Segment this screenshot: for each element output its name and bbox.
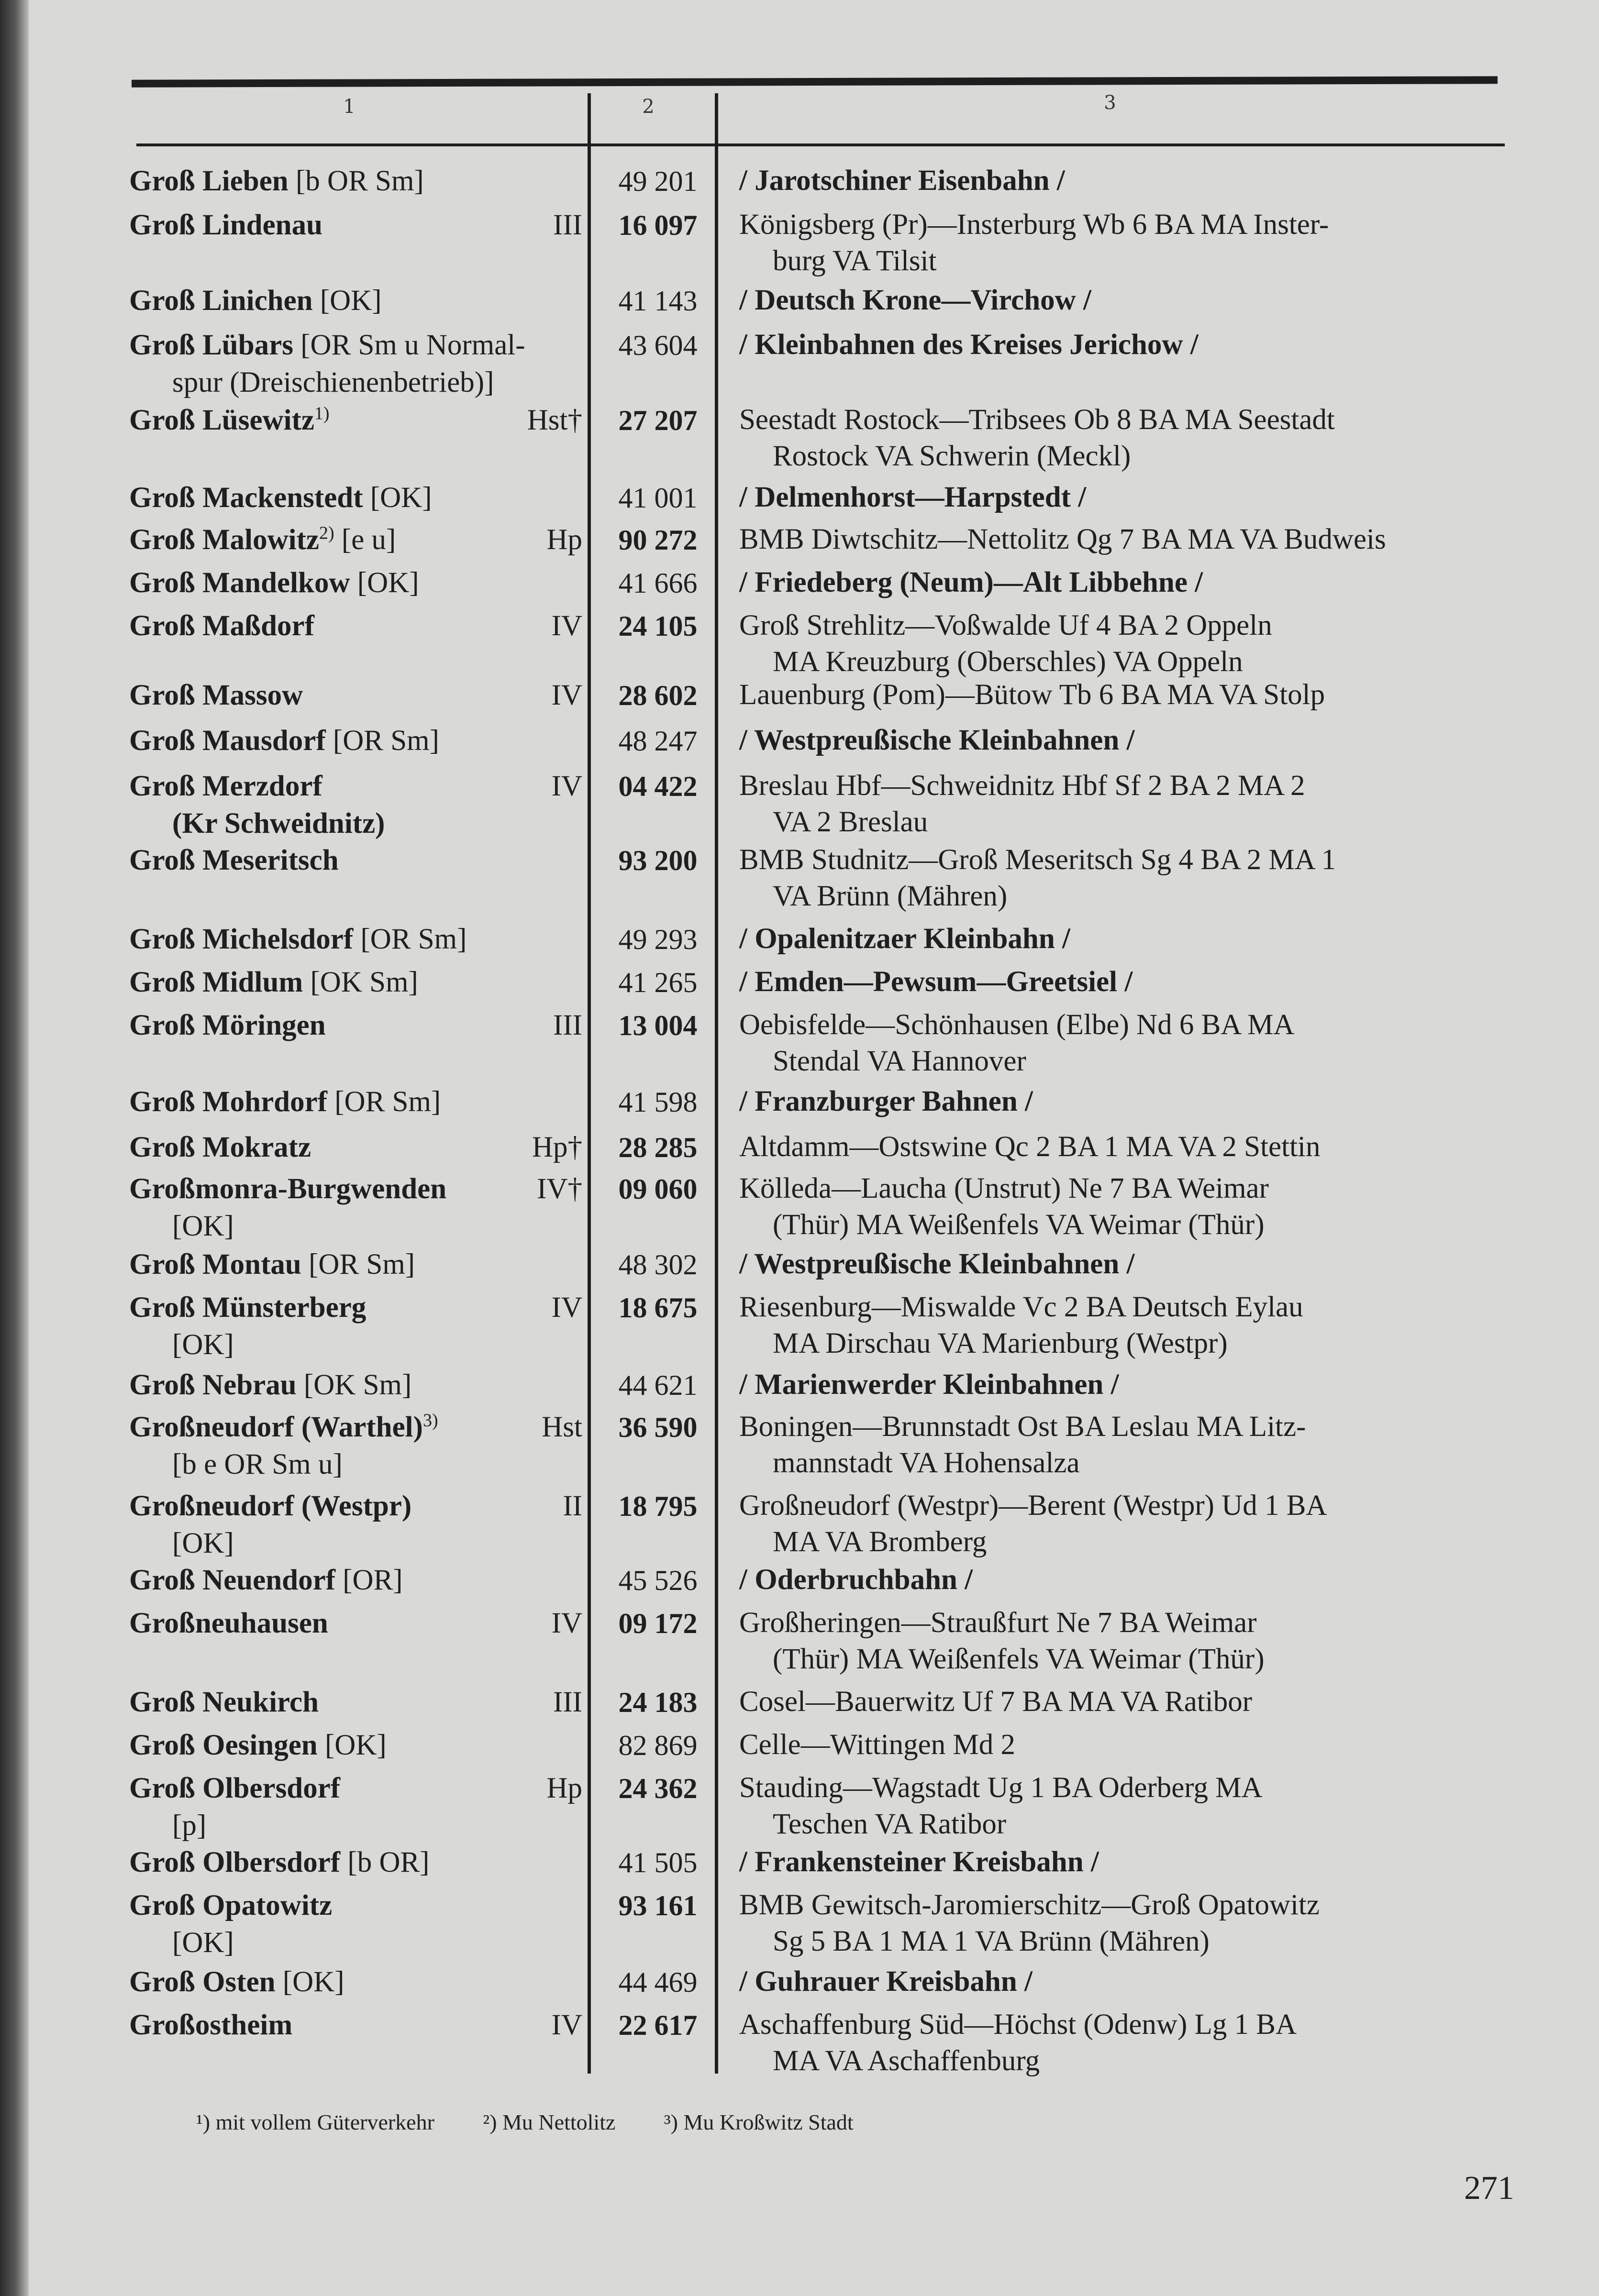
station-note: [OR Sm u Normal- (293, 329, 525, 361)
station-name: Groß Mackenstedt [OK] (129, 482, 432, 514)
footnote-ref: 2) (319, 523, 334, 543)
station-name: Groß Maßdorf (129, 610, 314, 642)
station-number: 41 265 (618, 967, 698, 998)
station-class: Hp (546, 1772, 582, 1804)
route-info: BMB Diwtschitz—Nettolitz Qg 7 BA MA VA Budweis (739, 523, 1386, 555)
station-number: 28 602 (618, 680, 698, 711)
station-note: [OR Sm] (353, 923, 467, 955)
station-number: 09 060 (618, 1173, 698, 1205)
station-number: 24 362 (618, 1773, 698, 1804)
footnote-ref: 3) (422, 1410, 438, 1431)
col-divider-2 (715, 93, 718, 2074)
route-info: Lauenburg (Pom)—Bütow Tb 6 BA MA VA Stolp (739, 679, 1325, 711)
station-name: Groß Osten [OK] (129, 1966, 344, 1998)
route-info: / Marienwerder Kleinbahnen / (739, 1369, 1119, 1401)
route-info: Seestadt Rostock—Tribsees Ob 8 BA MA Seestadt Rostock VA Schwerin (Meckl) (739, 402, 1524, 475)
station-number: 90 272 (618, 524, 698, 556)
footnote-3: ³) Mu Kroßwitz Stadt (664, 2110, 854, 2134)
route-info: / Jarotschiner Eisenbahn / (739, 165, 1065, 197)
footnote-2: ²) Mu Nettolitz (483, 2110, 616, 2134)
station-note: [OR Sm] (301, 1248, 415, 1280)
station-class: Hp (546, 524, 582, 556)
station-name: Großneudorf (Westpr) [OK] (129, 1488, 584, 1562)
route-info: / Frankensteiner Kreisbahn / (739, 1846, 1099, 1878)
route-info-continuation: VA Brünn (Mähren) (773, 880, 1008, 912)
route-info-continuation: VA 2 Breslau (773, 806, 928, 838)
station-name: Groß Lieben [b OR Sm] (129, 165, 424, 197)
station-name-continuation: [b e OR Sm u] (172, 1448, 343, 1480)
station-name: Groß Oesingen [OK] (129, 1729, 387, 1761)
station-class: IV (551, 1607, 582, 1639)
station-number: 18 795 (618, 1490, 698, 1522)
column-header-2: 2 (642, 96, 655, 118)
route-info-continuation: Rostock VA Schwerin (Meckl) (773, 440, 1131, 472)
station-note: [OR Sm] (325, 725, 439, 757)
station-note: [OK] (317, 1729, 387, 1761)
station-number: 13 004 (618, 1010, 698, 1041)
station-class: IV (551, 2009, 582, 2041)
station-number: 41 001 (618, 482, 698, 514)
route-info: / Guhrauer Kreisbahn / (739, 1965, 1033, 1998)
station-name: Groß Lindenau (129, 209, 323, 241)
station-number: 24 105 (618, 610, 698, 642)
station-name: Groß Mandelkow [OK] (129, 567, 419, 599)
station-number: 82 869 (618, 1730, 698, 1761)
station-name: Großneuhausen (129, 1607, 328, 1639)
station-name-continuation: spur (Dreischienenbetrieb)] (172, 366, 494, 398)
station-class: Hp† (532, 1131, 582, 1163)
route-info: / Kleinbahnen des Kreises Jerichow / (739, 329, 1199, 361)
route-info: Breslau Hbf—Schweidnitz Hbf Sf 2 BA 2 MA 2 VA 2 Breslau (739, 768, 1524, 840)
station-number: 16 097 (618, 210, 698, 241)
station-name: Groß Opatowitz [OK] (129, 1887, 584, 1962)
route-info: / Westpreußische Kleinbahnen / (739, 1248, 1135, 1280)
station-note: [e u] (334, 524, 396, 556)
station-name: Großneudorf (Warthel)$^{3)}$ [b e OR Sm u] (129, 1409, 584, 1483)
route-info: Königsberg (Pr)—Insterburg Wb 6 BA MA Inster- burg VA Tilsit (739, 207, 1524, 279)
route-info: / Westpreußische Kleinbahnen / (739, 724, 1135, 756)
station-name: Großostheim (129, 2009, 293, 2041)
station-number: 45 526 (618, 1565, 698, 1596)
station-name: Groß Midlum [OK Sm] (129, 966, 418, 998)
station-class: IV† (537, 1173, 582, 1205)
station-class: III (553, 1686, 582, 1718)
route-info-continuation: mannstadt VA Hohensalza (773, 1447, 1080, 1479)
route-info-continuation: burg VA Tilsit (773, 245, 937, 277)
station-name: Großmonra-Burgwenden [OK] (129, 1170, 584, 1245)
station-number: 24 183 (618, 1687, 698, 1718)
station-name-continuation: [OK] (172, 1527, 234, 1559)
route-info-continuation: MA VA Bromberg (773, 1526, 987, 1558)
station-name: Groß Lüsewitz$^{1)}$ (129, 403, 330, 436)
station-note: [OR Sm] (327, 1086, 441, 1118)
station-name-continuation: (Kr Schweidnitz) (172, 807, 385, 839)
station-name: Groß Linichen [OK] (129, 285, 382, 317)
station-name: Groß Mausdorf [OR Sm] (129, 725, 439, 757)
station-number: 43 604 (618, 330, 698, 361)
station-note: [OK] (312, 285, 382, 317)
station-number: 18 675 (618, 1292, 698, 1324)
station-note: [OR] (335, 1564, 403, 1596)
route-info-continuation: MA Dirschau VA Marienburg (Westpr) (773, 1327, 1228, 1359)
station-name: Groß Möringen (129, 1009, 326, 1041)
route-info: Groß Strehlitz—Voßwalde Uf 4 BA 2 Oppeln MA Kreuzburg (Oberschles) VA Oppeln (739, 607, 1524, 680)
route-info: Großheringen—Straußfurt Ne 7 BA Weimar (Thür) MA Weißenfels VA Weimar (Thür) (739, 1605, 1524, 1678)
top-rule (132, 76, 1498, 87)
route-info-continuation: Teschen VA Ratibor (773, 1808, 1007, 1840)
footnotes (196, 2109, 1153, 2135)
station-class: Hst† (527, 404, 582, 436)
col-divider-1 (588, 93, 591, 2074)
station-note: [OK] (363, 482, 432, 514)
station-class: IV (551, 679, 582, 711)
route-info: Celle—Wittingen Md 2 (739, 1729, 1015, 1761)
route-info: / Deutsch Krone—Virchow / (739, 284, 1091, 316)
route-info: / Delmenhorst—Harpstedt / (739, 481, 1087, 513)
route-info: / Opalenitzaer Kleinbahn / (739, 923, 1070, 955)
footnote-ref: 1) (314, 403, 330, 424)
station-class: IV (551, 1292, 582, 1324)
station-number: 28 285 (618, 1132, 698, 1163)
station-class: II (563, 1490, 582, 1522)
station-name-continuation: [OK] (172, 1329, 234, 1361)
route-info: Altdamm—Ostswine Qc 2 BA 1 MA VA 2 Stettin (739, 1131, 1321, 1163)
station-number: 41 505 (618, 1847, 698, 1878)
route-info: Großneudorf (Westpr)—Berent (Westpr) Ud 1 BA MA VA Bromberg (739, 1488, 1524, 1560)
station-number: 49 293 (618, 924, 698, 955)
station-number: 09 172 (618, 1608, 698, 1639)
station-name: Groß Merzdorf (Kr Schweidnitz) (129, 768, 584, 842)
route-info: / Franzburger Bahnen / (739, 1085, 1033, 1117)
route-info: BMB Studnitz—Groß Meseritsch Sg 4 BA 2 MA 1 VA Brünn (Mähren) (739, 842, 1524, 915)
route-info-continuation: MA VA Aschaffenburg (773, 2045, 1040, 2077)
station-note: [OK Sm] (296, 1369, 412, 1401)
station-name: Groß Meseritsch (129, 844, 339, 876)
station-name: Groß Neukirch (129, 1686, 319, 1718)
station-number: 41 143 (618, 285, 698, 317)
station-name: Groß Olbersdorf [b OR] (129, 1846, 430, 1878)
route-info: Stauding—Wagstadt Ug 1 BA Oderberg MA Teschen VA Ratibor (739, 1770, 1524, 1843)
station-class: IV (551, 770, 582, 802)
route-info: Oebisfelde—Schönhausen (Elbe) Nd 6 BA MA Stendal VA Hannover (739, 1007, 1524, 1080)
station-number: 22 617 (618, 2009, 698, 2041)
route-info-continuation: (Thür) MA Weißenfels VA Weimar (Thür) (773, 1643, 1265, 1675)
route-info-continuation: MA Kreuzburg (Oberschles) VA Oppeln (773, 646, 1243, 678)
route-info-continuation: Sg 5 BA 1 MA 1 VA Brünn (Mähren) (773, 1925, 1210, 1957)
station-number: 04 422 (618, 771, 698, 802)
footnote-1: ¹) mit vollem Güterverkehr (196, 2110, 434, 2134)
station-class: III (553, 209, 582, 241)
station-note: [b OR] (340, 1846, 430, 1878)
route-info: / Oderbruchbahn / (739, 1564, 973, 1596)
route-info: / Friedeberg (Neum)—Alt Libbehne / (739, 566, 1203, 598)
route-info-continuation: (Thür) MA Weißenfels VA Weimar (Thür) (773, 1209, 1265, 1241)
station-class: III (553, 1009, 582, 1041)
station-number: 49 201 (618, 166, 698, 197)
station-name: Groß Malowitz$^{2)}$ [e u] (129, 523, 396, 556)
route-info: BMB Gewitsch-Jaromierschitz—Groß Opatowitz Sg 5 BA 1 MA 1 VA Brünn (Mähren) (739, 1887, 1524, 1960)
column-header-3: 3 (1104, 92, 1116, 114)
station-number: 44 621 (618, 1369, 698, 1401)
station-name: Groß Neuendorf [OR] (129, 1564, 403, 1596)
station-number: 48 247 (618, 725, 698, 757)
station-number: 41 666 (618, 567, 698, 599)
station-name: Groß Nebrau [OK Sm] (129, 1369, 412, 1401)
station-number: 44 469 (618, 1966, 698, 1998)
station-name-continuation: [OK] (172, 1210, 234, 1242)
station-number: 93 200 (618, 845, 698, 876)
station-note: [b OR Sm] (288, 165, 424, 197)
station-name: Groß Michelsdorf [OR Sm] (129, 923, 467, 955)
route-info: Kölleda—Laucha (Unstrut) Ne 7 BA Weimar (Thür) MA Weißenfels VA Weimar (Thür) (739, 1170, 1524, 1243)
station-note: [OK] (275, 1966, 344, 1998)
station-name: Groß Lübars [OR Sm u Normal- spur (Dreischienenbetrieb)] (129, 327, 584, 401)
route-info: Aschaffenburg Süd—Höchst (Odenw) Lg 1 BA MA VA Aschaffenburg (739, 2007, 1524, 2079)
station-number: 41 598 (618, 1086, 698, 1118)
scan-edge (0, 0, 29, 2296)
station-name: Groß Mokratz (129, 1131, 311, 1163)
route-info: / Emden—Pewsum—Greetsiel / (739, 966, 1133, 998)
route-info-continuation: Stendal VA Hannover (773, 1045, 1026, 1077)
station-name-continuation: [OK] (172, 1927, 234, 1959)
station-name: Groß Montau [OR Sm] (129, 1248, 415, 1280)
station-number: 27 207 (618, 405, 698, 436)
page-number: 271 (1464, 2170, 1514, 2207)
station-class: IV (551, 610, 582, 642)
route-info: Boningen—Brunnstadt Ost BA Leslau MA Litz- mannstadt VA Hohensalza (739, 1409, 1524, 1481)
station-number: 36 590 (618, 1412, 698, 1443)
station-name: Groß Massow (129, 679, 303, 711)
station-note: [OK] (350, 567, 419, 599)
header-bottom-rule (136, 144, 1505, 146)
route-info: Cosel—Bauerwitz Uf 7 BA MA VA Ratibor (739, 1686, 1253, 1718)
station-name-continuation: [p] (172, 1810, 207, 1842)
route-info: Riesenburg—Miswalde Vc 2 BA Deutsch Eylau MA Dirschau VA Marienburg (Westpr) (739, 1289, 1524, 1362)
station-class: Hst (542, 1411, 582, 1443)
station-name: Groß Olbersdorf [p] (129, 1770, 584, 1844)
column-header-1: 1 (343, 96, 355, 118)
station-note: [OK Sm] (303, 966, 418, 998)
station-name: Groß Münsterberg [OK] (129, 1289, 584, 1364)
station-number: 93 161 (618, 1890, 698, 1921)
station-number: 48 302 (618, 1249, 698, 1280)
station-name: Groß Mohrdorf [OR Sm] (129, 1086, 441, 1118)
